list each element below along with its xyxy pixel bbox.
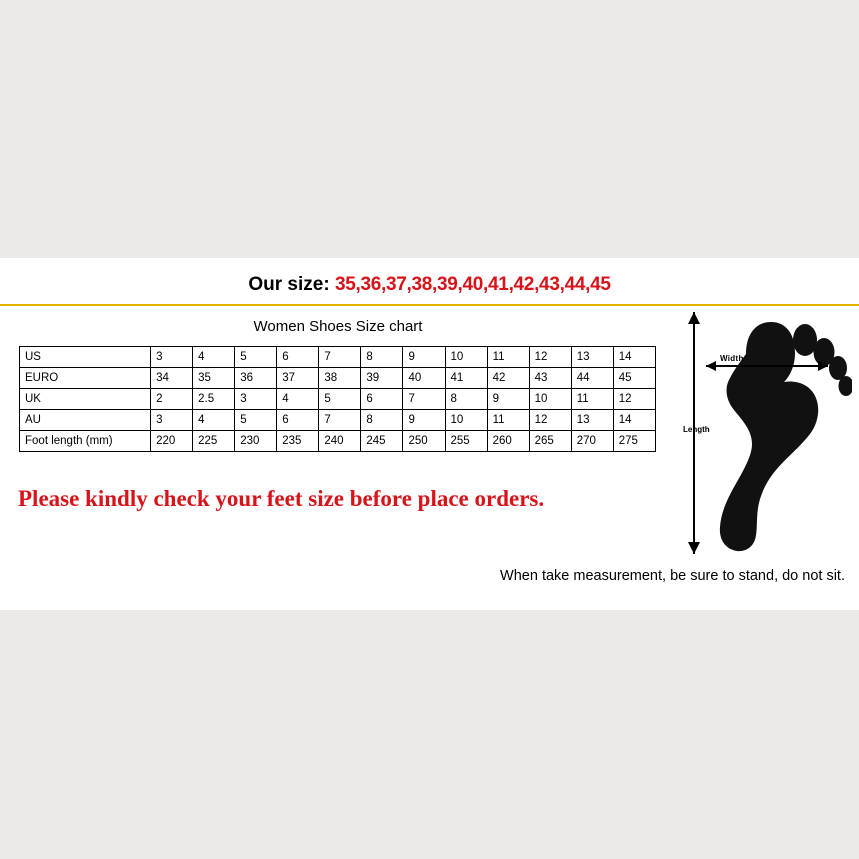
cell: 10 — [529, 389, 571, 410]
cell: 13 — [571, 410, 613, 431]
cell: 12 — [529, 410, 571, 431]
page-title-lead: Our size: — [248, 274, 335, 295]
cell: 5 — [235, 410, 277, 431]
table-row — [20, 410, 656, 431]
cell: 7 — [319, 410, 361, 431]
cell: 245 — [361, 431, 403, 452]
width-dimension-label: Width — [720, 354, 744, 363]
cell: 9 — [403, 410, 445, 431]
divider-gold — [0, 304, 859, 306]
cell: 39 — [361, 368, 403, 389]
cell: 3 — [151, 410, 193, 431]
chart-heading: Women Shoes Size chart — [253, 318, 423, 335]
cell: 9 — [403, 347, 445, 368]
length-dimension-label: Length — [683, 425, 710, 434]
cell: 37 — [277, 368, 319, 389]
cell: 250 — [403, 431, 445, 452]
cell: 44 — [571, 368, 613, 389]
page-title-sizes: 35,36,37,38,39,40,41,42,43,44,45 — [334, 274, 611, 295]
cell: 36 — [235, 368, 277, 389]
cell: 9 — [487, 389, 529, 410]
measurement-footnote: When take measurement, be sure to stand, do not sit. — [500, 568, 845, 584]
table-row — [20, 368, 656, 389]
cell: 43 — [529, 368, 571, 389]
cell: 34 — [151, 368, 193, 389]
cell: 8 — [445, 389, 487, 410]
cell: 14 — [613, 410, 655, 431]
cell: 240 — [319, 431, 361, 452]
cell: 42 — [487, 368, 529, 389]
cell: 10 — [445, 347, 487, 368]
row-label: US — [20, 347, 151, 368]
cell: 7 — [403, 389, 445, 410]
row-label: UK — [20, 389, 151, 410]
cell: 5 — [319, 389, 361, 410]
cell: 230 — [235, 431, 277, 452]
table-row — [20, 347, 656, 368]
row-label: EURO — [20, 368, 151, 389]
cell: 10 — [445, 410, 487, 431]
table-row — [20, 389, 656, 410]
cell: 12 — [613, 389, 655, 410]
table-row — [20, 431, 656, 452]
cell: 11 — [487, 347, 529, 368]
cell: 6 — [361, 389, 403, 410]
cell: 13 — [571, 347, 613, 368]
cell: 6 — [277, 410, 319, 431]
cell: 45 — [613, 368, 655, 389]
cell: 265 — [529, 431, 571, 452]
row-label: AU — [20, 410, 151, 431]
cell: 4 — [277, 389, 319, 410]
cell: 3 — [235, 389, 277, 410]
foot-measurement-diagram — [676, 310, 852, 560]
cell: 11 — [571, 389, 613, 410]
row-label: Foot length (mm) — [20, 431, 151, 452]
cell: 35 — [193, 368, 235, 389]
size-chart-panel — [0, 258, 859, 610]
cell: 2.5 — [193, 389, 235, 410]
cell: 8 — [361, 347, 403, 368]
cell: 225 — [193, 431, 235, 452]
cell: 7 — [319, 347, 361, 368]
cell: 275 — [613, 431, 655, 452]
cell: 5 — [235, 347, 277, 368]
cell: 2 — [151, 389, 193, 410]
cell: 4 — [193, 410, 235, 431]
cell: 41 — [445, 368, 487, 389]
cell: 8 — [361, 410, 403, 431]
cell: 40 — [403, 368, 445, 389]
foot-outline-icon — [676, 310, 852, 560]
page-title — [0, 274, 859, 296]
cell: 38 — [319, 368, 361, 389]
cell: 11 — [487, 410, 529, 431]
size-check-notice: Please kindly check your feet size before place orders. — [18, 486, 545, 511]
cell: 3 — [151, 347, 193, 368]
size-chart-table — [19, 346, 656, 452]
cell: 260 — [487, 431, 529, 452]
cell: 270 — [571, 431, 613, 452]
cell: 14 — [613, 347, 655, 368]
cell: 235 — [277, 431, 319, 452]
cell: 6 — [277, 347, 319, 368]
cell: 12 — [529, 347, 571, 368]
cell: 220 — [151, 431, 193, 452]
cell: 255 — [445, 431, 487, 452]
cell: 4 — [193, 347, 235, 368]
